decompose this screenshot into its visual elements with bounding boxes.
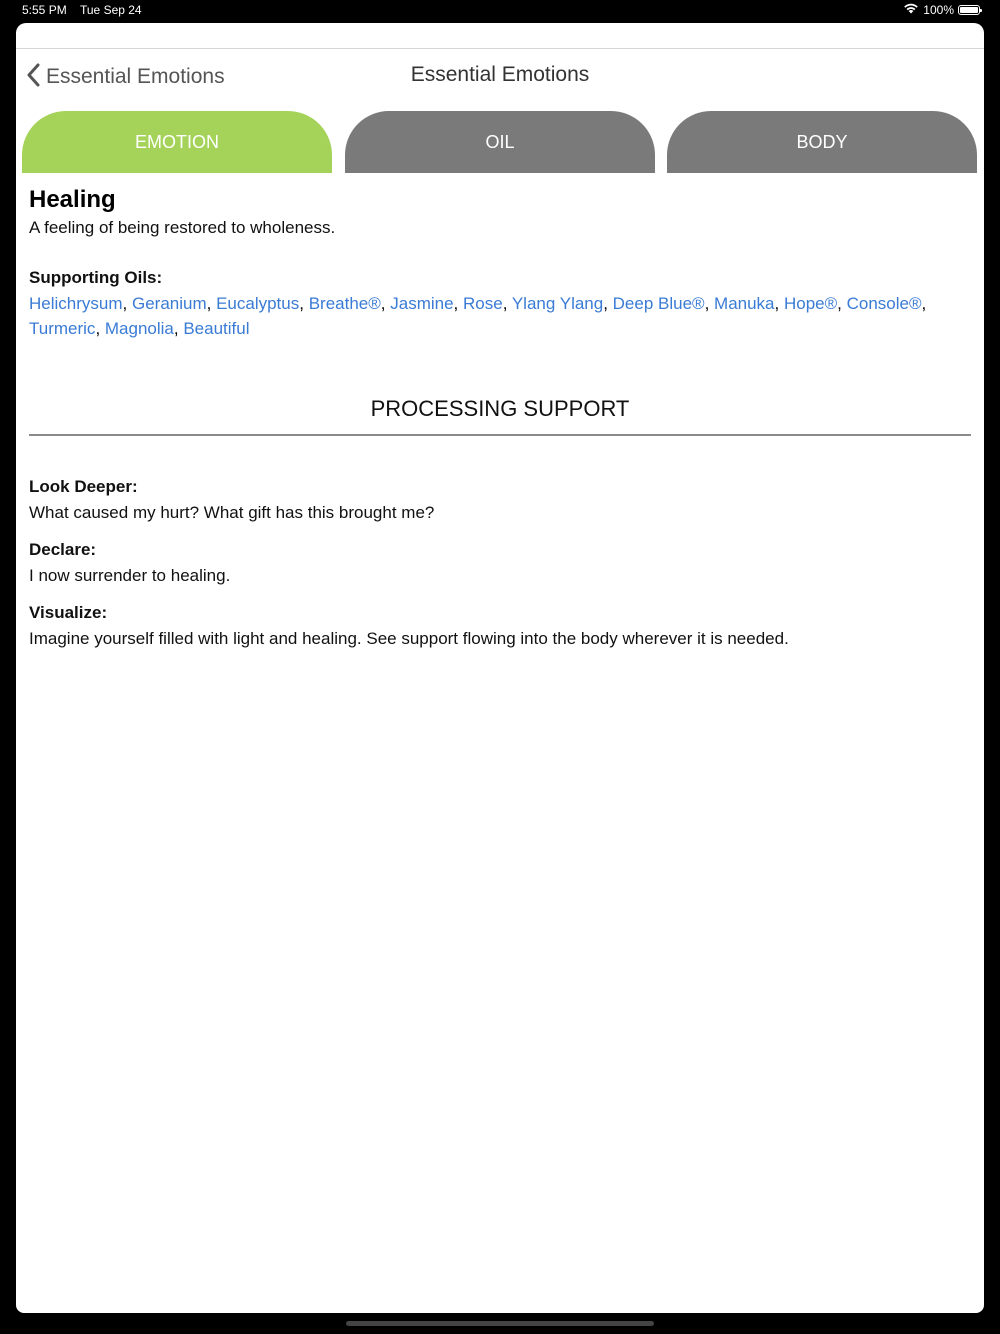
status-date: Tue Sep 24	[80, 3, 142, 17]
visualize-text: Imagine yourself filled with light and healing. See support flowing into the body wherever it is needed.	[29, 629, 789, 648]
oil-link-ylang-ylang[interactable]: Ylang Ylang	[511, 294, 604, 313]
battery-icon	[958, 5, 980, 15]
page-title: Essential Emotions	[410, 63, 590, 86]
tab-bar	[22, 111, 978, 173]
emotion-title: Healing	[29, 186, 116, 213]
oil-link-turmeric[interactable]: Turmeric	[29, 319, 96, 338]
oil-link-hope[interactable]: Hope®	[783, 294, 838, 313]
battery-percent: 100%	[923, 2, 954, 17]
oil-link-jasmine[interactable]: Jasmine	[390, 294, 454, 313]
top-divider	[16, 48, 984, 49]
look-deeper-section	[29, 476, 971, 524]
declare-label: Declare:	[29, 540, 97, 559]
supporting-oils-list: Helichrysum, Geranium, Eucalyptus, Breathe®, Jasmine, Rose, Ylang Ylang, Deep Blue®, Manuka, Hope®, Console®, Turmeric, Magnolia, Beautiful	[29, 294, 927, 338]
oil-link-magnolia[interactable]: Magnolia	[104, 319, 174, 338]
status-time: 5:55 PM	[22, 3, 67, 17]
supporting-oils-label: Supporting Oils:	[29, 268, 163, 287]
status-bar	[0, 0, 1000, 22]
home-indicator[interactable]	[346, 1321, 654, 1326]
visualize-section	[29, 602, 971, 650]
app-window	[16, 23, 984, 1313]
tab-emotion-label: EMOTION	[135, 131, 219, 152]
declare-section	[29, 539, 971, 587]
processing-support-header: PROCESSING SUPPORT	[29, 396, 971, 436]
emotion-description: A feeling of being restored to wholeness.	[29, 218, 336, 237]
oil-link-beautiful[interactable]: Beautiful	[183, 319, 250, 338]
oil-link-console[interactable]: Console®	[846, 294, 922, 313]
tab-oil-label: OIL	[485, 131, 515, 152]
oil-link-helichrysum[interactable]: Helichrysum	[29, 294, 123, 313]
look-deeper-label: Look Deeper:	[29, 477, 138, 496]
visualize-label: Visualize:	[29, 603, 108, 622]
tab-emotion[interactable]	[22, 111, 332, 173]
oil-link-rose[interactable]: Rose	[463, 294, 503, 313]
look-deeper-text: What caused my hurt? What gift has this brought me?	[29, 503, 435, 522]
wifi-icon	[903, 2, 919, 17]
tab-body[interactable]	[667, 111, 977, 173]
oil-link-manuka[interactable]: Manuka	[714, 294, 775, 313]
back-button-label: Essential Emotions	[46, 65, 225, 88]
oil-link-geranium[interactable]: Geranium	[131, 294, 207, 313]
oil-link-eucalyptus[interactable]: Eucalyptus	[216, 294, 300, 313]
declare-text: I now surrender to healing.	[29, 566, 231, 585]
tab-oil[interactable]	[345, 111, 655, 173]
tab-body-label: BODY	[796, 131, 848, 152]
emotion-detail	[29, 183, 971, 650]
oil-link-breathe[interactable]: Breathe®	[308, 294, 381, 313]
status-indicators	[903, 2, 980, 17]
oil-link-deep-blue[interactable]: Deep Blue®	[612, 294, 705, 313]
